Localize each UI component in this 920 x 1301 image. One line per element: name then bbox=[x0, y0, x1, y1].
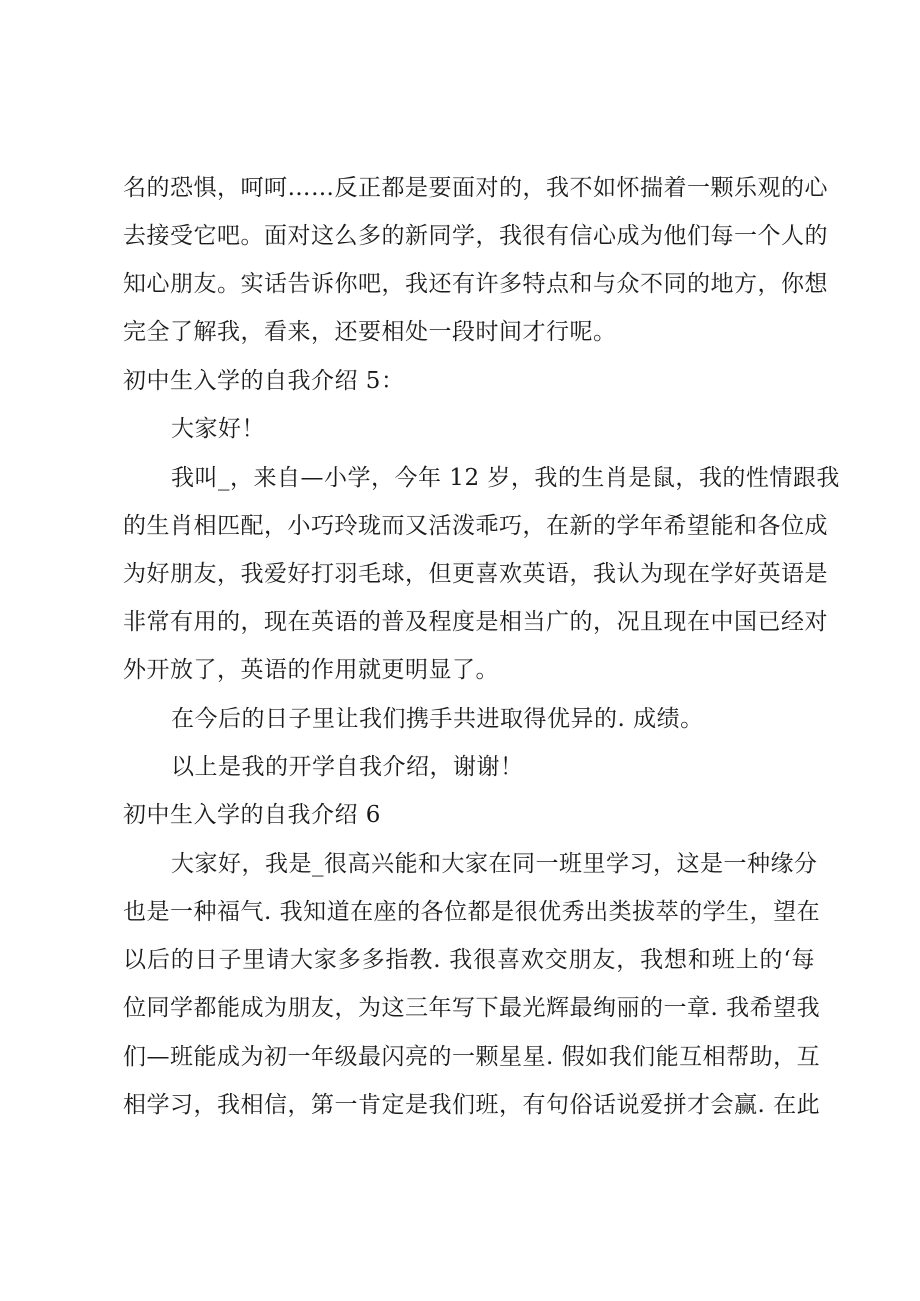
paragraph-line: 去接受它吧。面对这么多的新同学，我很有信心成为他们每一个人的 bbox=[123, 223, 828, 249]
paragraph-line: 非常有用的，现在英语的普及程度是相当广的，况且现在中国已经对 bbox=[123, 609, 828, 635]
paragraph-line: 的生肖相匹配，小巧玲珑而又活泼乖巧，在新的学年希望能和各位成 bbox=[123, 513, 828, 539]
paragraph-line: 为好朋友，我爱好打羽毛球，但更喜欢英语，我认为现在学好英语是 bbox=[123, 561, 828, 587]
paragraph-line: 在今后的日子里让我们携手共进取得优异的. 成绩。 bbox=[171, 706, 704, 732]
paragraph-line: 知心朋友。实话告诉你吧，我还有许多特点和与众不同的地方，你想 bbox=[123, 271, 828, 297]
section-heading-5: 初中生入学的自我介绍 5： bbox=[123, 368, 405, 394]
paragraph-line: 以上是我的开学自我介绍，谢谢！ bbox=[171, 754, 524, 780]
paragraph-line: 我叫_，来自—小学，今年 12 岁，我的生肖是鼠，我的性情跟我 bbox=[171, 465, 840, 491]
paragraph-line: 外开放了，英语的作用就更明显了。 bbox=[123, 657, 499, 683]
paragraph-line: 相学习，我相信，第一肯定是我们班，有句俗话说爱拼才会赢. 在此 bbox=[123, 1092, 821, 1118]
paragraph-line: 以后的日子里请大家多多指教. 我很喜欢交朋友，我想和班上的‘每 bbox=[123, 947, 815, 973]
paragraph-line: 也是一种福气. 我知道在座的各位都是很优秀出类拔萃的学生，望在 bbox=[123, 899, 821, 925]
paragraph-line: 完全了解我，看来，还要相处一段时间才行呢。 bbox=[123, 319, 617, 345]
paragraph-line: 位同学都能成为朋友，为这三年写下最光辉最绚丽的一章. 我希望我 bbox=[123, 995, 821, 1021]
paragraph-line: 们—班能成为初一年级最闪亮的一颗星星. 假如我们能互相帮助，互 bbox=[123, 1044, 821, 1070]
section-heading-6: 初中生入学的自我介绍 6 bbox=[123, 802, 381, 828]
paragraph-line: 名的恐惧，呵呵……反正都是要面对的，我不如怀揣着一颗乐观的心 bbox=[123, 175, 828, 201]
paragraph-line: 大家好，我是_很高兴能和大家在同一班里学习，这是一种缘分 bbox=[171, 851, 818, 877]
greeting-line: 大家好！ bbox=[171, 416, 265, 442]
